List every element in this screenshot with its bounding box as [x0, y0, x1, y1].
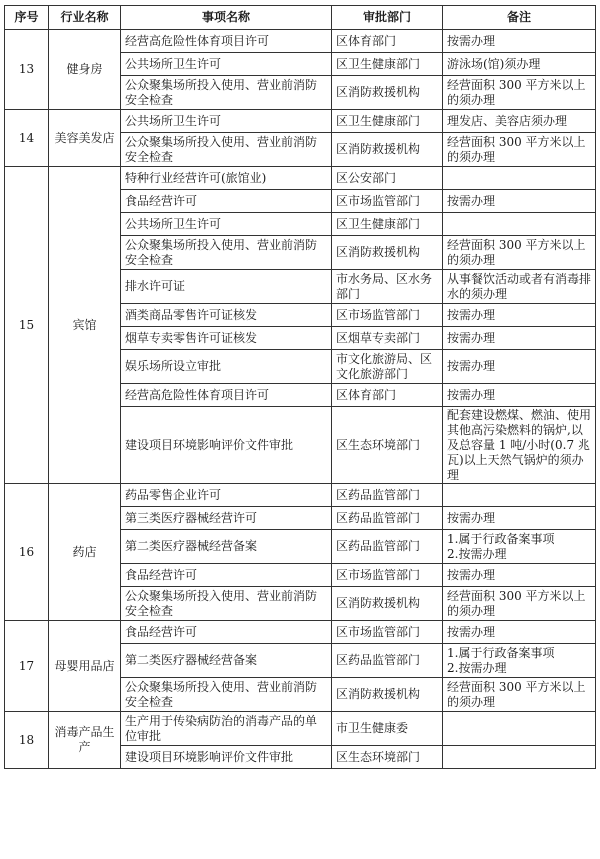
approval-items-table: [4, 5, 596, 769]
table-row: [5, 167, 596, 190]
remark: 按需办理: [443, 621, 596, 644]
remark: 经营面积 300 平方米以上的须办理: [443, 236, 596, 270]
item-name: 公共场所卫生许可: [121, 110, 332, 133]
industry-name: 药店: [49, 484, 121, 621]
approval-dept: 区卫生健康部门: [332, 110, 443, 133]
item-name: 烟草专卖零售许可证核发: [121, 327, 332, 350]
approval-dept: 区药品监管部门: [332, 644, 443, 678]
table-body: [5, 30, 596, 769]
header-note: 备注: [443, 6, 596, 30]
header-industry: 行业名称: [49, 6, 121, 30]
table-row: [5, 30, 596, 53]
approval-dept: 区消防救援机构: [332, 587, 443, 621]
item-name: 第二类医疗器械经营备案: [121, 644, 332, 678]
industry-name: 消毒产品生产: [49, 712, 121, 769]
remark: 经营面积 300 平方米以上的须办理: [443, 76, 596, 110]
approval-dept: 区市场监管部门: [332, 304, 443, 327]
group-number: 17: [5, 621, 49, 712]
remark: 按需办理: [443, 190, 596, 213]
item-name: 公共场所卫生许可: [121, 213, 332, 236]
approval-dept: 区体育部门: [332, 30, 443, 53]
item-name: 公众聚集场所投入使用、营业前消防安全检查: [121, 587, 332, 621]
industry-name: 健身房: [49, 30, 121, 110]
item-name: 建设项目环境影响评价文件审批: [121, 407, 332, 484]
table-row: [5, 712, 596, 746]
group-number: 14: [5, 110, 49, 167]
remark: 按需办理: [443, 384, 596, 407]
approval-dept: 区消防救援机构: [332, 133, 443, 167]
approval-dept: 区市场监管部门: [332, 190, 443, 213]
approval-dept: 区药品监管部门: [332, 507, 443, 530]
group-number: 16: [5, 484, 49, 621]
industry-name: 母婴用品店: [49, 621, 121, 712]
industry-name: 宾馆: [49, 167, 121, 484]
group-number: 13: [5, 30, 49, 110]
item-name: 药品零售企业许可: [121, 484, 332, 507]
item-name: 第三类医疗器械经营许可: [121, 507, 332, 530]
remark: [443, 746, 596, 769]
approval-dept: 市水务局、区水务部门: [332, 270, 443, 304]
approval-dept: 市卫生健康委: [332, 712, 443, 746]
remark: 按需办理: [443, 327, 596, 350]
item-name: 公众聚集场所投入使用、营业前消防安全检查: [121, 133, 332, 167]
header-row: [5, 6, 596, 30]
remark: 理发店、美容店须办理: [443, 110, 596, 133]
remark: 经营面积 300 平方米以上的须办理: [443, 678, 596, 712]
remark: 从事餐饮活动或者有消毒排水的须办理: [443, 270, 596, 304]
remark: 1.属于行政备案事项 2.按需办理: [443, 644, 596, 678]
item-name: 公共场所卫生许可: [121, 53, 332, 76]
item-name: 第二类医疗器械经营备案: [121, 530, 332, 564]
remark: [443, 213, 596, 236]
industry-name: 美容美发店: [49, 110, 121, 167]
item-name: 特种行业经营许可(旅馆业): [121, 167, 332, 190]
approval-dept: 区卫生健康部门: [332, 213, 443, 236]
header-dept: 审批部门: [332, 6, 443, 30]
item-name: 公众聚集场所投入使用、营业前消防安全检查: [121, 76, 332, 110]
approval-dept: 区卫生健康部门: [332, 53, 443, 76]
remark: 1.属于行政备案事项 2.按需办理: [443, 530, 596, 564]
table-row: [5, 484, 596, 507]
table-row: [5, 621, 596, 644]
item-name: 经营高危险性体育项目许可: [121, 30, 332, 53]
item-name: 酒类商品零售许可证核发: [121, 304, 332, 327]
remark: [443, 167, 596, 190]
approval-dept: 区消防救援机构: [332, 76, 443, 110]
remark: 按需办理: [443, 30, 596, 53]
table-row: [5, 110, 596, 133]
remark: 经营面积 300 平方米以上的须办理: [443, 587, 596, 621]
header-no: 序号: [5, 6, 49, 30]
remark: 按需办理: [443, 304, 596, 327]
approval-dept: 区烟草专卖部门: [332, 327, 443, 350]
remark: 经营面积 300 平方米以上的须办理: [443, 133, 596, 167]
remark: 游泳场(馆)须办理: [443, 53, 596, 76]
item-name: 娱乐场所设立审批: [121, 350, 332, 384]
item-name: 经营高危险性体育项目许可: [121, 384, 332, 407]
remark: [443, 712, 596, 746]
item-name: 食品经营许可: [121, 190, 332, 213]
remark: [443, 484, 596, 507]
item-name: 建设项目环境影响评价文件审批: [121, 746, 332, 769]
item-name: 食品经营许可: [121, 564, 332, 587]
approval-dept: 区公安部门: [332, 167, 443, 190]
approval-dept: 区消防救援机构: [332, 678, 443, 712]
approval-dept: 区体育部门: [332, 384, 443, 407]
header-item: 事项名称: [121, 6, 332, 30]
approval-dept: 区药品监管部门: [332, 484, 443, 507]
remark: 按需办理: [443, 507, 596, 530]
item-name: 公众聚集场所投入使用、营业前消防安全检查: [121, 236, 332, 270]
approval-dept: 区生态环境部门: [332, 407, 443, 484]
approval-dept: 区生态环境部门: [332, 746, 443, 769]
approval-dept: 区市场监管部门: [332, 564, 443, 587]
approval-dept: 区消防救援机构: [332, 236, 443, 270]
item-name: 食品经营许可: [121, 621, 332, 644]
approval-dept: 市文化旅游局、区文化旅游部门: [332, 350, 443, 384]
remark: 按需办理: [443, 350, 596, 384]
approval-dept: 区药品监管部门: [332, 530, 443, 564]
approval-dept: 区市场监管部门: [332, 621, 443, 644]
remark: 按需办理: [443, 564, 596, 587]
group-number: 15: [5, 167, 49, 484]
item-name: 生产用于传染病防治的消毒产品的单位审批: [121, 712, 332, 746]
item-name: 排水许可证: [121, 270, 332, 304]
group-number: 18: [5, 712, 49, 769]
item-name: 公众聚集场所投入使用、营业前消防安全检查: [121, 678, 332, 712]
remark: 配套建设燃煤、燃油、使用其他高污染燃料的锅炉,以及总容量 1 吨/小时(0.7 兆瓦)以上天然气锅炉的须办理: [443, 407, 596, 484]
